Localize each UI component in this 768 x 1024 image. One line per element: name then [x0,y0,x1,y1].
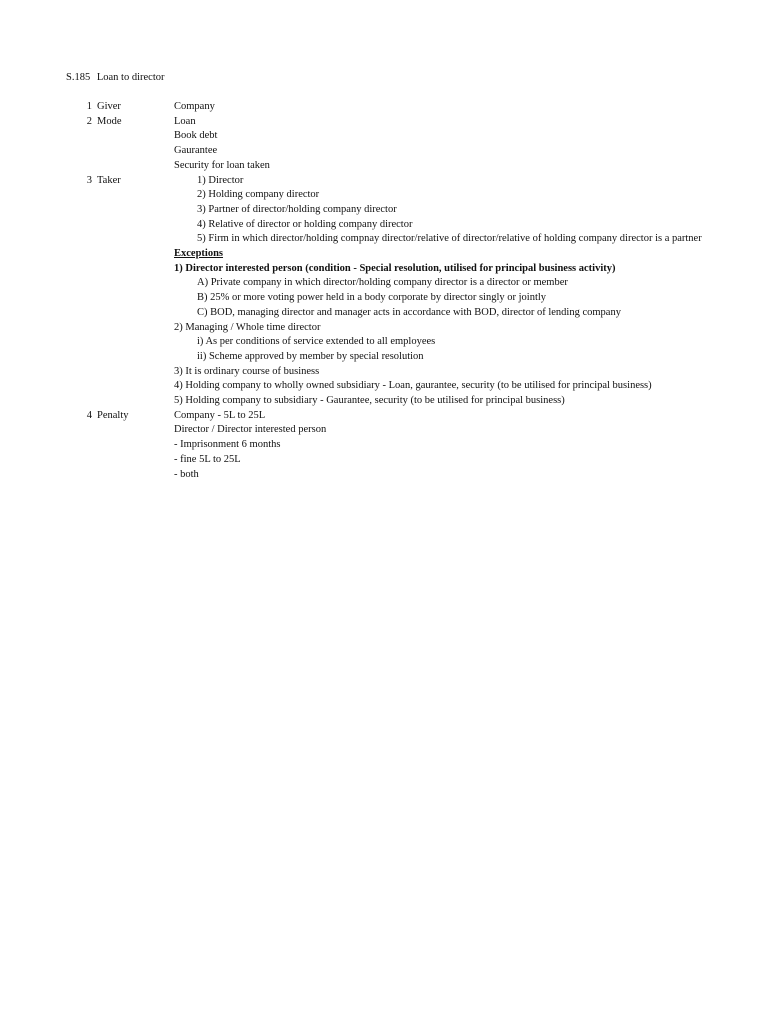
content-line: 1) Director [197,174,244,186]
content-line: B) 25% or more voting power held in a body corporate by director singly or jointly [197,292,547,304]
content-line: Gaurantee [174,145,218,157]
item-content [174,409,704,483]
item-number: 3 [86,174,92,186]
content-line: - fine 5L to 25L [174,453,241,465]
item-content [174,115,704,174]
content-line: Book debt [174,130,218,142]
content-line: 3) It is ordinary course of business [174,365,320,377]
content-line: Director / Director interested person [174,424,327,436]
content-line: 2) Managing / Whole time director [174,321,321,333]
content-line: 3) Partner of director/holding company director [197,203,397,215]
content-line: i) As per conditions of service extended to all employees [197,336,436,348]
item-label: Mode [97,115,122,127]
content-line: - both [174,468,199,480]
content-line: Security for loan taken [174,159,270,171]
exceptions-heading: Exceptions [174,248,224,260]
section-title: Loan to director [96,72,165,83]
content-line: 4) Relative of director or holding company director [197,218,413,230]
item-row-mode [0,115,768,174]
content-line: - Imprisonment 6 months [174,439,281,451]
item-number: 1 [86,101,92,112]
item-number: 2 [86,115,92,127]
content-line: ii) Scheme approved by member by special resolution [197,350,424,362]
section-list [0,100,768,482]
content-line: 2) Holding company director [197,189,320,201]
content-line: 4) Holding company to wholly owned subsidiary - Loan, gaurantee, security (to be utilised for principal business) [174,380,652,392]
item-number: 4 [86,409,92,421]
content-line: 1) Director interested person (condition - Special resolution, utilised for principal business activity) [174,262,616,274]
content-line: A) Private company in which director/holding company director is a director or member [197,277,568,289]
item-row-penalty [0,409,768,483]
item-label: Giver [97,101,121,112]
item-row-giver [0,100,768,115]
item-row-taker [0,174,768,409]
item-label: Taker [97,174,121,186]
content-line: Company - 5L to 25L [174,409,266,421]
content-line: Company [174,101,215,112]
section-number: S.185 [66,72,91,83]
content-line: 5) Holding company to subsidiary - Gaurantee, security (to be utilised for principal business) [174,395,565,407]
item-content [174,174,704,409]
content-line: Loan [174,115,196,127]
content-line: 5) Firm in which director/holding compnay director/relative of director/relative of holding company director is a partner [197,233,702,245]
item-content [174,100,704,115]
content-line: C) BOD, managing director and manager acts in accordance with BOD, director of lending company [197,306,621,318]
item-label: Penalty [97,409,129,421]
section-heading [66,71,164,86]
